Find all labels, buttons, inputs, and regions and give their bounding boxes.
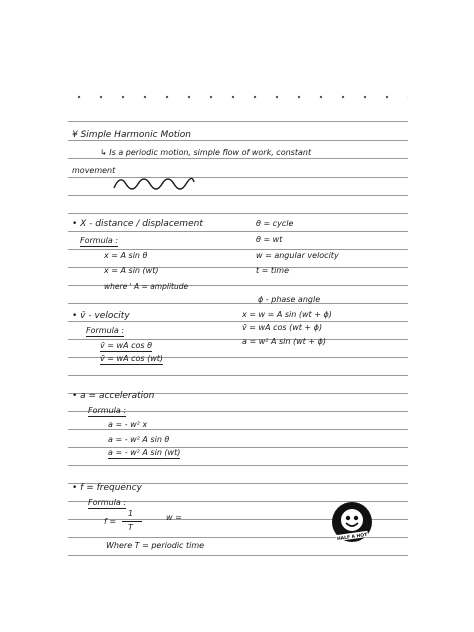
- ruled-line: [68, 303, 408, 304]
- frequency-heading: • f = frequency: [72, 483, 142, 493]
- fraction-numerator: 1: [128, 509, 134, 518]
- phase-eq-x: x = w = A sin (wt + ϕ): [242, 310, 332, 319]
- def-angular-velocity: w = angular velocity: [256, 251, 339, 260]
- dotted-margin-line: [68, 95, 408, 99]
- velocity-heading: • v̄ - velocity: [72, 311, 130, 321]
- ruled-line: [68, 339, 408, 340]
- phase-eq-a: a = w² A sin (wt + ϕ): [242, 337, 326, 346]
- displacement-eq-2: x = A sin (wt): [104, 266, 159, 275]
- def-time: t = time: [256, 266, 289, 275]
- def-phase-angle: ϕ - phase angle: [258, 295, 321, 304]
- ruled-line: [68, 195, 408, 196]
- amplitude-note: where ' A = amplitude: [104, 282, 189, 291]
- acceleration-eq-3: a = - w² A sin (wt): [108, 448, 181, 457]
- intro-line-1: ↳ Is a periodic motion, simple flow of work, constant: [100, 148, 312, 157]
- acceleration-eq-2: a = - w² A sin θ: [108, 435, 170, 444]
- svg-text:HALF A HOT: HALF A HOT: [336, 532, 368, 543]
- acceleration-formula-label: Formula :: [88, 406, 127, 415]
- ruled-line: [68, 158, 408, 159]
- page-title: ¥ Simple Harmonic Motion: [72, 130, 191, 140]
- ruled-line: [68, 213, 408, 214]
- velocity-formula-label: Formula :: [86, 326, 125, 335]
- fraction-denominator: T: [128, 523, 133, 532]
- intro-line-2: movement: [72, 166, 116, 175]
- ruled-line: [68, 249, 408, 250]
- fraction-bar: [122, 521, 142, 522]
- sine-wave-sketch: [112, 176, 196, 192]
- displacement-formula-label: Formula :: [80, 236, 119, 245]
- ruled-line: [68, 321, 408, 322]
- periodic-time-note: Where T = periodic time: [106, 541, 205, 550]
- ruled-line: [68, 375, 408, 376]
- acceleration-eq-1: a = - w² x: [108, 420, 148, 429]
- velocity-eq-1: v̄ = wA cos θ: [100, 341, 152, 350]
- phase-eq-v: v̄ = wA cos (wt + ϕ): [242, 323, 323, 332]
- ruled-line: [68, 140, 408, 141]
- ruled-line: [68, 429, 408, 430]
- seal-logo-icon: [330, 500, 374, 544]
- ruled-line: [68, 121, 408, 122]
- def-theta-wt: θ = wt: [256, 235, 283, 244]
- displacement-eq-1: x = A sin θ: [104, 251, 148, 260]
- ruled-line: [68, 231, 408, 232]
- acceleration-heading: • a = acceleration: [72, 391, 155, 401]
- frequency-formula-label: Formula :: [88, 498, 127, 507]
- ruled-line: [68, 555, 408, 556]
- velocity-eq-2: v̄ = wA cos (wt): [100, 354, 164, 363]
- frequency-lhs: f =: [104, 517, 117, 526]
- def-theta-cycle: θ = cycle: [256, 219, 294, 228]
- frequency-w-label: w =: [166, 513, 182, 522]
- ruled-line: [68, 465, 408, 466]
- displacement-heading: • X - distance / displacement: [72, 219, 203, 229]
